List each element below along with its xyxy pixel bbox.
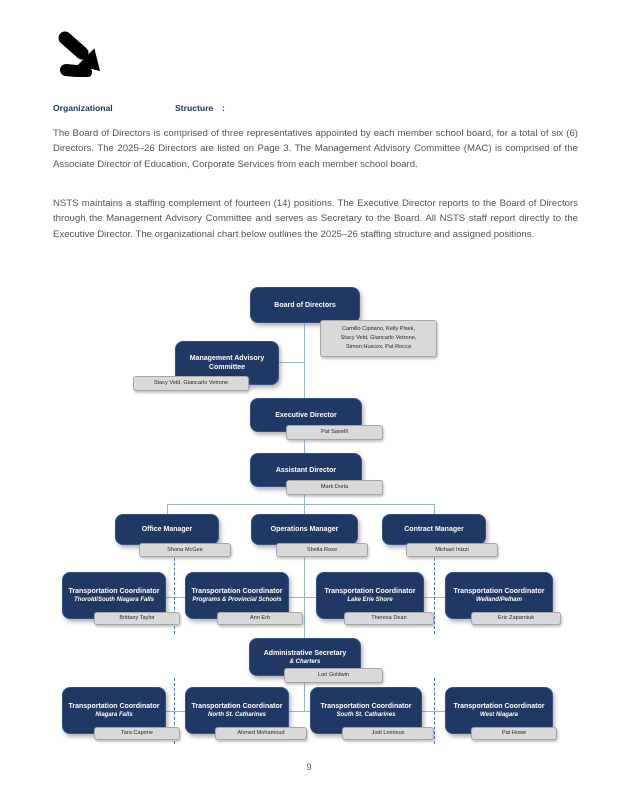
mac-names: Stacy Veld, Giancarlo Vetrone — [153, 380, 229, 386]
name-tag-mac — [133, 376, 249, 391]
board-names-line2: Stacy Veld, Giancarlo Vetrone, — [340, 335, 417, 341]
node-title: Assistant Director — [275, 466, 337, 474]
node-title: Administrative Secretary — [263, 649, 347, 657]
name-tag-coordinator-north-st-catharines — [215, 727, 307, 740]
node-region: North St. Catharines — [207, 712, 266, 718]
node-region: Thorold/South Niagara Falls — [73, 597, 154, 603]
node-title: Operations Manager — [270, 526, 339, 533]
name-tag-coordinator-west-niagara — [471, 727, 557, 740]
node-region: Niagara Falls — [95, 712, 133, 718]
name-tag-office-manager — [139, 543, 231, 557]
name-tag-coordinator-south-st-catharines — [342, 727, 434, 740]
exec-name: Pat Sanelli — [321, 429, 348, 435]
connector-board-exec — [304, 322, 305, 400]
board-names-line3: Simon Huscox, Pat Rocca — [346, 344, 411, 350]
heading-word-2: Structure — [175, 103, 214, 113]
node-region: Lake Erie Shore — [347, 597, 393, 603]
name-tag-coordinator-lake-erie-shore — [344, 612, 434, 625]
name-tag-assistant-director — [286, 480, 383, 495]
org-node-contract-manager — [382, 514, 486, 545]
tc8-name: Pat Howe — [501, 730, 527, 736]
heading-word-1: Organizational — [53, 103, 113, 113]
tc3-name: Theresa Dean — [371, 615, 407, 621]
connector-managers-horizontal — [167, 504, 435, 505]
tc4-name: Eric Zaparniuk — [497, 615, 535, 621]
board-names-line1: Camillo Cipriano, Kelly Pisek, — [341, 326, 416, 332]
connector-mac-stub — [278, 362, 305, 363]
name-tag-coordinator-programs — [217, 612, 303, 625]
connector-dashed-row1-right — [434, 548, 435, 634]
node-title: Management Advisory Committee — [189, 355, 265, 371]
down-right-arrow-icon — [56, 31, 104, 77]
name-tag-coordinator-welland-pelham — [471, 612, 561, 625]
node-subtitle: & Charters — [289, 658, 321, 665]
tc1-name: Brittany Taylor — [119, 615, 155, 621]
asst-name: Mark Dorla — [320, 484, 349, 490]
node-title: Board of Directors — [274, 301, 336, 309]
office-name: Shona McGee — [167, 546, 203, 553]
org-node-office-manager — [115, 514, 219, 545]
admin-name: Lori Goldwin — [317, 672, 350, 678]
node-title: Contract Manager — [404, 526, 464, 533]
node-title: Transportation Coordinator — [453, 703, 545, 710]
tc2-name: Ann Erb — [249, 615, 271, 621]
node-region: Programs & Provincial Schools — [192, 597, 282, 603]
connector-ops-admin — [304, 544, 305, 639]
node-title: Office Manager — [141, 526, 193, 533]
paragraph-staffing: NSTS maintains a staffing complement of fourteen (14) positions. The Executive Director reports to the Board of Directors through the Management Advisory Committee and serves as Secretary to the Board. All NSTS staff report directly to the Executive Director. The organizational chart below outlines the 2025–26 staffing structure and assigned positions. — [53, 198, 578, 240]
node-title: Transportation Coordinator — [68, 588, 160, 595]
node-region: West Niagara — [480, 712, 518, 718]
tc6-name: Ahmed Mohamoud — [237, 730, 285, 736]
tc7-name: Jodi Lemieux — [371, 730, 405, 736]
org-node-board-of-directors — [250, 287, 360, 323]
node-title: Transportation Coordinator — [191, 588, 283, 595]
connector-dashed-row2-right — [434, 678, 435, 744]
arrow-icon — [56, 31, 104, 77]
name-tag-operations-manager — [276, 543, 368, 557]
node-region: South St. Catharines — [336, 712, 396, 718]
node-title: Transportation Coordinator — [324, 588, 416, 595]
name-tag-contract-manager — [406, 543, 498, 557]
node-title: Transportation Coordinator — [453, 588, 545, 595]
paragraph-board-of-directors: The Board of Directors is comprised of three representatives appointed by each member school board, for a total of six (6) Directors. The 2025–26 Directors are listed on Page 3. The Management Advisory Committee (MAC) is comprised of the Associate Director of Education, Corporate Services from each member school board. — [53, 128, 578, 170]
name-tag-executive-director — [286, 425, 383, 440]
name-tag-coordinator-niagara-falls — [94, 727, 180, 740]
heading-colon: : — [222, 103, 225, 113]
org-node-operations-manager — [251, 514, 358, 545]
name-tag-coordinator-thorold — [94, 612, 180, 625]
contract-name: Michael Inizzi — [435, 546, 469, 553]
node-title: Transportation Coordinator — [68, 703, 160, 710]
node-title: Transportation Coordinator — [320, 703, 412, 710]
node-region: Welland/Pelham — [476, 597, 522, 603]
section-heading — [0, 103, 618, 117]
tc5-name: Tara Capone — [120, 730, 154, 736]
name-tag-board — [320, 320, 437, 357]
name-tag-administrative-secretary — [284, 668, 383, 683]
page-number: 9 — [306, 762, 312, 772]
node-title: Transportation Coordinator — [191, 703, 283, 710]
ops-name: Sheila Rose — [306, 546, 338, 553]
node-title: Executive Director — [275, 411, 337, 419]
